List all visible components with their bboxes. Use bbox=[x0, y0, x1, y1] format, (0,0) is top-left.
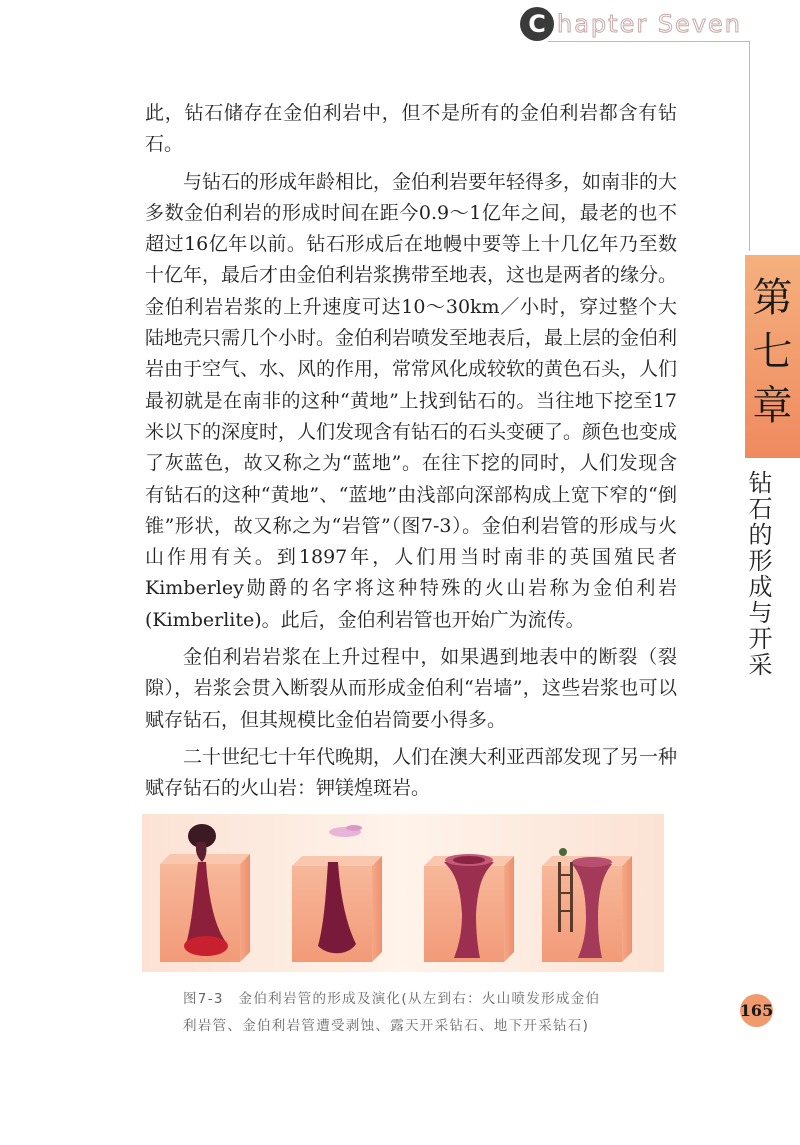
caption-line-1: 图7-3 金伯利岩管的形成及演化(从左到右：火山喷发形成金伯 bbox=[183, 991, 601, 1007]
body-text bbox=[145, 98, 677, 805]
block-eruption bbox=[160, 824, 250, 962]
caption-line-2: 利岩管、金伯利岩管遭受剥蚀、露天开采钻石、地下开采钻石) bbox=[183, 1018, 590, 1034]
paragraph-3: 金伯利岩岩浆在上升过程中，如果遇到地表中的断裂（裂隙），岩浆会贯入断裂从而形成金伯利“岩墙”，这些岩浆也可以赋存钻石，但其规模比金伯岩筒要小得多。 bbox=[145, 646, 677, 731]
chapter-subtitle: 钻石的形成与开采 bbox=[744, 470, 772, 678]
chapter-tab-char-1: 第 bbox=[752, 275, 793, 321]
block-open-pit bbox=[424, 854, 514, 962]
chapter-tab-char-2: 七 bbox=[752, 329, 793, 375]
paragraph-1: 此，钻石储存在金伯利岩中，但不是所有的金伯利岩都含有钻石。 bbox=[145, 102, 677, 156]
side-rule bbox=[749, 41, 750, 251]
chapter-tab-char-3: 章 bbox=[752, 383, 793, 429]
block-erosion bbox=[292, 825, 382, 962]
chapter-heading-text: hapter Seven bbox=[557, 10, 743, 38]
chapter-initial-badge: C bbox=[520, 7, 554, 41]
block-underground bbox=[542, 848, 632, 962]
paragraph-2: 与钻石的形成年龄相比，金伯利岩要年轻得多，如南非的大多数金伯利岩的形成时间在距今0.9～1亿年之间，最老的也不超过16亿年以前。钻石形成后在地幔中要等上十几亿年乃至数十亿年，最后才由金伯利岩浆携带至地表，这也是两者的缘分。金伯利岩岩浆的上升速度可达10～30km／小时，穿过整个大陆地壳只需几个小时。金伯利岩喷发至地表后，最上层的金伯利岩由于空气、水、风的作用，常常风化成较软的黄色石头，人们最初就是在南非的这种“黄地”上找到钻石的。当往地下挖至17米以下的深度时，人们发现含有钻石的石头变硬了。颜色也变成了灰蓝色，故又称之为“蓝地”。在往下挖的同时，人们发现含有钻石的这种“黄地”、“蓝地”由浅部向深部构成上宽下窄的“倒锥”形状，故又称之为“岩管”（图7-3）。金伯利岩管的形成与火山作用有关。到1897年，人们用当时南非的英国殖民者Kimberley勋爵的名字将这种特殊的火山岩称为金伯利岩(Kimberlite)。此后，金伯利岩管也开始广为流传。 bbox=[145, 170, 678, 631]
header-rule bbox=[548, 41, 750, 42]
chapter-header bbox=[520, 4, 742, 44]
chapter-tab bbox=[745, 255, 800, 458]
figure-caption bbox=[183, 986, 663, 1040]
kimberlite-pipe-illustration bbox=[142, 814, 664, 972]
kimberlite-pipe-figure bbox=[142, 814, 664, 972]
page-number: 165 bbox=[740, 994, 773, 1027]
paragraph-4: 二十世纪七十年代晚期，人们在澳大利亚西部发现了另一种赋存钻石的火山岩：钾镁煌斑岩。 bbox=[145, 745, 678, 800]
